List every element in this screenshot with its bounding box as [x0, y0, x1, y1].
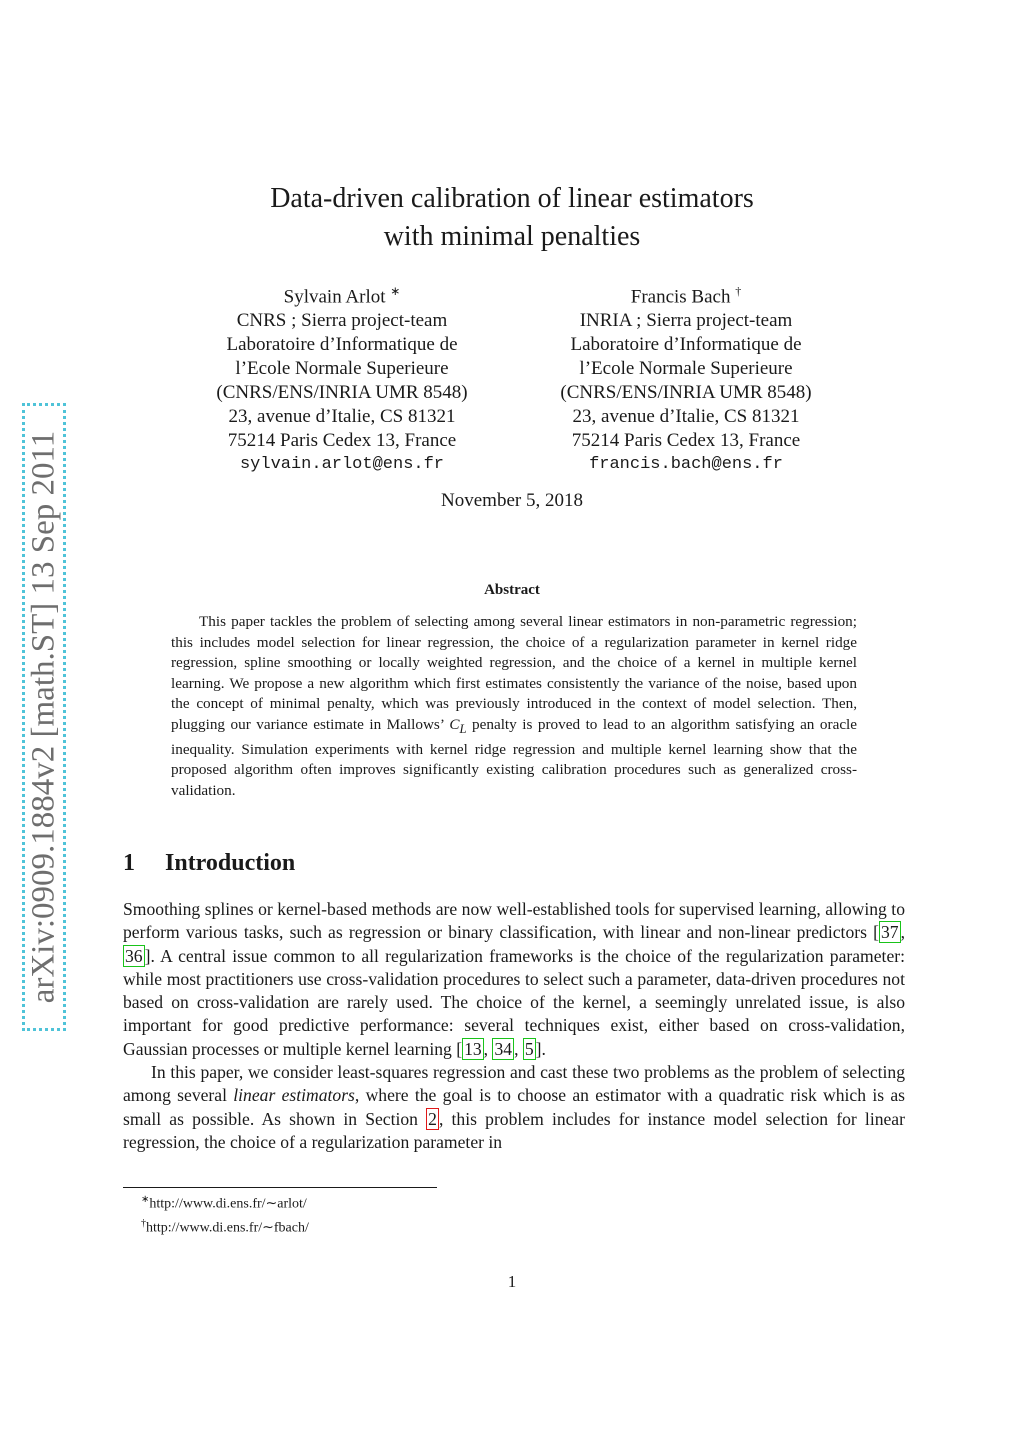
citation-link[interactable]: 37 — [881, 922, 899, 943]
author-block-bach — [506, 279, 866, 477]
abstract-text: penalty is proved to lead to an algorithm satisfying an oracle inequality. Simulation experiments with kernel ridge regression and multiple kernel learning show that the proposed algorithm often improves significantly existing calibration procedures such as generalized cross-validation. — [171, 715, 858, 799]
title-line-1: Data-driven calibration of linear estimators — [270, 183, 754, 214]
affiliation-line: 23, avenue d’Italie, CS 81321 — [228, 406, 456, 428]
citation-link[interactable]: 36 — [125, 945, 143, 966]
separator: , — [514, 1038, 523, 1059]
emphasis-text: linear estimators — [233, 1085, 355, 1106]
author-email[interactable]: sylvain.arlot@ens.fr — [239, 455, 445, 475]
affiliation-line: Laboratoire d’Informatique de — [226, 334, 458, 356]
paragraph-text: , where the goal is to choose an estimator with a quadratic risk which is as small as possible. As shown in Section — [123, 1085, 905, 1129]
intro-body — [123, 898, 905, 1154]
cl-subscript: L — [459, 722, 467, 736]
footnote-mark: ∗ — [141, 1194, 150, 1205]
section-title: Introduction — [165, 850, 296, 876]
paragraph-text: In this paper, we consider least-squares regression and cast these two problems as the problem of selecting among several — [123, 1062, 905, 1106]
author-name-line — [162, 279, 522, 309]
intro-paragraph-2 — [123, 1061, 905, 1154]
section-ref-link[interactable]: 2 — [428, 1108, 437, 1129]
abstract-text: This paper tackles the problem of selecting among several linear estimators in non-parametric regression; this includes model selection for linear regression, the choice of a regularization parameter in kernel ridge regression, spline smoothing or locally weighted regression, and the choice of a kernel in multiple kernel learning. We propose a new algorithm which first estimates consistently the variance of the noise, based upon the concept of minimal penalty, which was previously introduced in the context of model selection. Then, plugging our variance estimate in Mallows’ — [171, 613, 857, 733]
footnotes — [141, 1190, 309, 1237]
separator: , — [900, 922, 905, 943]
abstract-heading: Abstract — [484, 582, 540, 598]
footnote-mark: † — [141, 1217, 146, 1229]
footnote — [141, 1214, 309, 1238]
citation-link[interactable]: 5 — [524, 1038, 534, 1059]
citation-link[interactable]: 13 — [464, 1038, 482, 1059]
footnote — [141, 1190, 309, 1214]
paper-date: November 5, 2018 — [441, 490, 583, 511]
paragraph-text: , this problem includes for instance model selection for linear regression, the choice of a regularization parameter in — [123, 1108, 905, 1152]
affiliation-line: l’Ecole Normale Superieure — [235, 358, 449, 380]
author-name: Francis Bach — [630, 286, 731, 308]
section-heading — [123, 850, 295, 877]
paper-title — [0, 180, 1024, 256]
affiliation-line: (CNRS/ENS/INRIA UMR 8548) — [560, 382, 812, 404]
author-footnote-mark[interactable]: ∗ — [390, 284, 401, 298]
affiliation-line: l’Ecole Normale Superieure — [579, 358, 793, 380]
footnote-url[interactable]: http://www.di.ens.fr/∼fbach/ — [146, 1220, 309, 1236]
affiliation-line: INRIA ; Sierra project-team — [579, 310, 793, 332]
abstract-body — [171, 612, 857, 801]
paragraph-text: ]. — [535, 1038, 546, 1059]
separator: , — [483, 1038, 493, 1059]
affiliation-line: 75214 Paris Cedex 13, France — [227, 430, 457, 452]
citation-link[interactable]: 34 — [494, 1038, 513, 1059]
cl-symbol: C — [449, 715, 460, 733]
paragraph-text: Smoothing splines or kernel-based methods are now well-established tools for supervised learning, allowing to perform various tasks, such as regression or binary classification, with linear and non-linear predictors [ — [123, 899, 905, 943]
arxiv-stamp-text[interactable]: arXiv:0909.1884v2 [math.ST] 13 Sep 2011 — [25, 430, 62, 1004]
affiliation-line: 23, avenue d’Italie, CS 81321 — [572, 406, 800, 428]
footnote-rule — [123, 1187, 437, 1188]
affiliation-line: CNRS ; Sierra project-team — [236, 310, 448, 332]
author-name-line — [506, 279, 866, 309]
affiliation-line: Laboratoire d’Informatique de — [570, 334, 802, 356]
author-email[interactable]: francis.bach@ens.fr — [589, 455, 783, 475]
affiliation-line: 75214 Paris Cedex 13, France — [571, 430, 801, 452]
paragraph-text: ]. A central issue common to all regularization frameworks is the choice of the regularization parameter: while most practitioners use cross-validation procedures to select such a parameter, data-driven procedures not based on cross-validation are rarely used. The choice of the kernel, a seemingly unrelated issue, is also important for good predictive performance: several techniques exist, either based on cross-validation, Gaussian processes or multiple kernel learning [ — [123, 945, 905, 1059]
intro-paragraph-1 — [123, 898, 905, 1061]
section-number: 1 — [123, 850, 135, 876]
title-line-2: with minimal penalties — [383, 221, 641, 252]
author-name: Sylvain Arlot — [283, 286, 386, 308]
affiliation-line: (CNRS/ENS/INRIA UMR 8548) — [216, 382, 468, 404]
footnote-url[interactable]: http://www.di.ens.fr/∼arlot/ — [149, 1196, 307, 1212]
page-number: 1 — [507, 1272, 517, 1291]
author-block-arlot — [162, 279, 522, 477]
author-footnote-mark[interactable]: † — [735, 284, 742, 298]
